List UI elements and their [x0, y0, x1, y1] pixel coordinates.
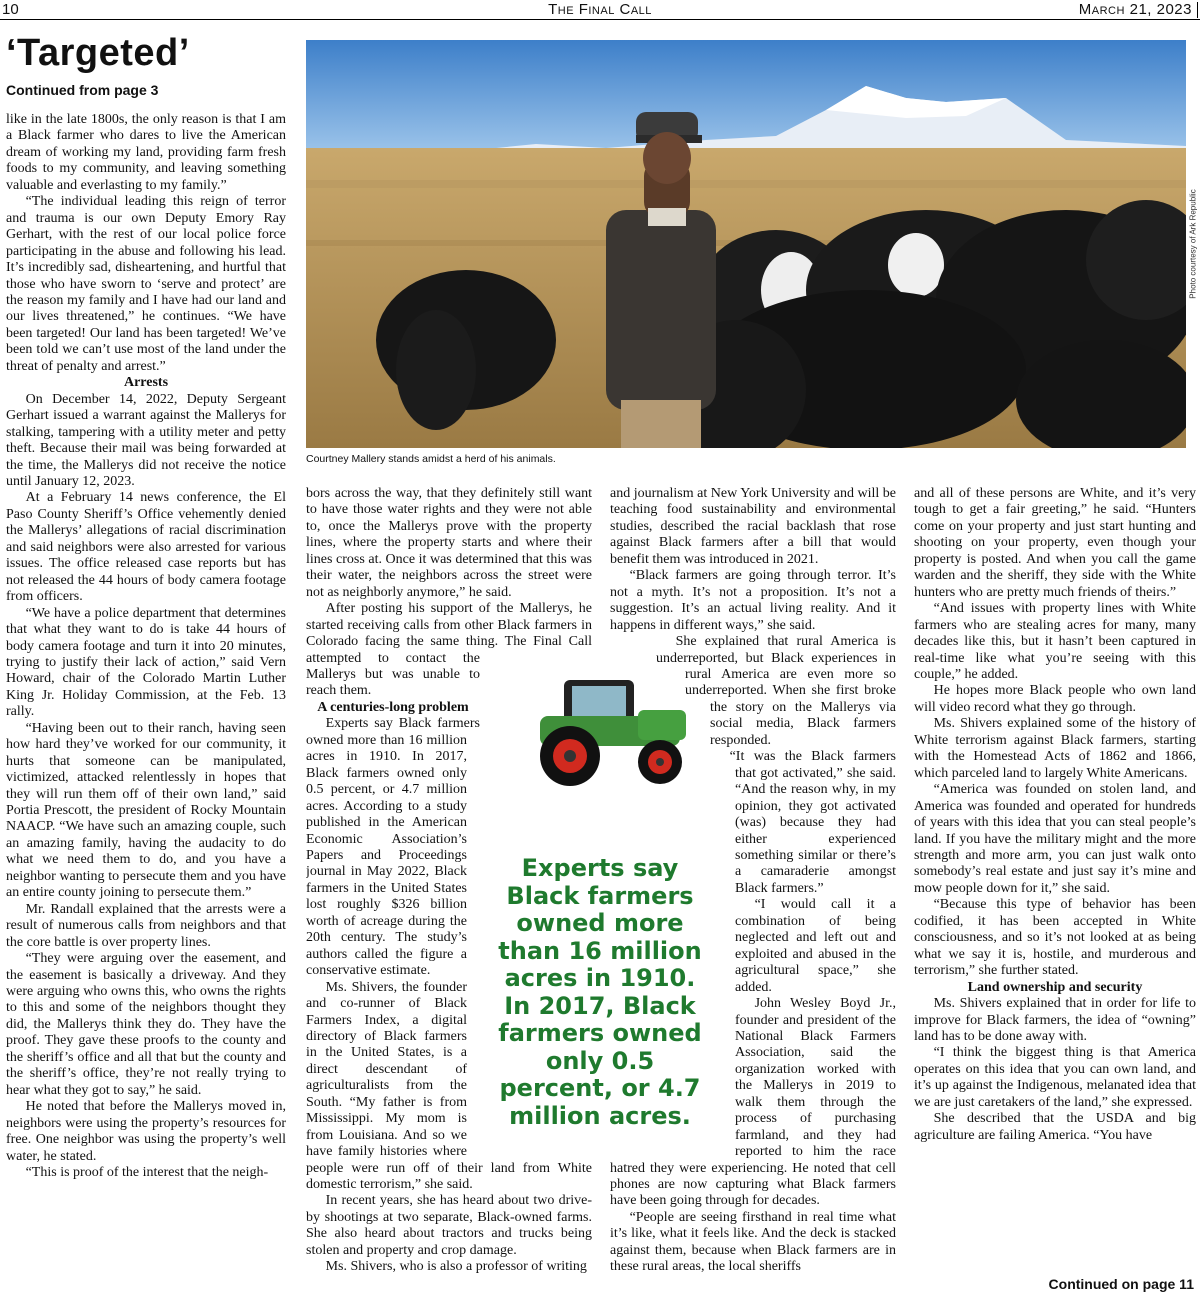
article-paragraph: Ms. Shivers, who is also a professor of writing — [325, 1259, 587, 1275]
article-paragraph: On December 14, 2022, Deputy Sergeant Gerhart issued a warrant against the Mallerys for stalking, tampering with a utility meter and petty theft. Because their mail was being forwarded at the time, the Mallerys did not receive the notice until January 12, 2023. — [6, 391, 286, 489]
article-paragraph: “People are seeing firsthand in real time what it’s like, what it feels like. And the deck is stacked against them, because when Black farmers are in these rural areas, the local sheriffs — [610, 1209, 896, 1275]
pull-quote: Experts say Black farmers owned more than 16 million acres in 1910. In 2017, Black farmers owned only 0.5 percent, or 4.7 million acres. — [498, 854, 702, 1130]
article-paragraph: “Black farmers are going through terror. It’s not a myth. It’s not a proposition. It’s not a suggestion. It’s an actual living reality. And it happens in different ways,” she said. — [610, 568, 896, 633]
article-paragraph: He hopes more Black people who own land will video record what they go through. — [914, 683, 1196, 715]
article-paragraph: “America was founded on stolen land, and America was founded and operated for hundreds of years with this idea that you can steal people’s land. If you have the military might and the more strength and more arm, you can just walk onto somebody’s real estate and just say it’s mine and mow people down for it,” she said. — [914, 782, 1196, 896]
article-column-4 — [914, 486, 1196, 1276]
publication-name: The Final Call — [548, 1, 652, 18]
article-paragraph: “I think the biggest thing is that America operates on this idea that you can own land, and it’s up against the Indigenous, melanated idea that we are just caretakers of the land,” she expressed. — [914, 1045, 1196, 1110]
article-paragraph: John Wesley Boyd Jr., founder and president of the National Black Farmers Association, said the organization worked with the Mallerys in 2019 to walk them through the process of purchasing farmland, and they had reported to him the race hatred they were experiencing. He noted that cell phones are now capturing what Black farmers have been going through for decades. — [610, 996, 896, 1209]
article-paragraph: She described that the USDA and big agriculture are failing America. “You have — [914, 1111, 1196, 1143]
article-headline: ‘Targeted’ — [6, 32, 190, 74]
article-column-1 — [6, 112, 286, 1288]
article-photo — [306, 40, 1186, 448]
article-paragraph: “It was the Black farmers that got activated,” she said. “And the reason why, in my opinion, they got activated (was) because they had either experienced something similar or there’s a camaraderie amongst Black farmers.” — [729, 749, 896, 896]
page-number: 10 — [2, 1, 19, 18]
article-paragraph: “Because this type of behavior has been codified, it has been accepted in White consciousness, and so it’s not looked at as being what we say it is, hostile, and murderous and terrorism,” she further stated. — [914, 897, 1196, 979]
tractor-image — [520, 670, 700, 790]
article-paragraph: “And issues with property lines with White farmers who are stealing acres for many, many decades like this, but it hasn’t been captured in real-time like what you’re seeing with this couple,” he added. — [914, 601, 1196, 682]
article-paragraph: After posting his support of the Mallerys, he started receiving calls from other Black farmers in Colorado facing the same thing. The Final Call attempted to contact the Mallerys but was unable to reach them. — [306, 601, 592, 699]
article-paragraph: At a February 14 news conference, the El Paso County Sheriff’s Office vehemently denied the Mallerys’ allegations of racial discrimination and said neighbors were also arrested for various issues. The office released case reports but has not released the 44 hours of body camera footage from officers. — [6, 490, 286, 605]
subheading: Arrests — [123, 375, 169, 391]
tractor-icon — [520, 670, 700, 790]
article-paragraph: “We have a police department that determines that what they want to do is take 44 hours of body camera footage and turn it into 20 minutes, trying to justify their lack of action,” said Vern Howard, chair of the Colorado Martin Luther King Jr. Holiday Commission, at the Feb. 13 rally. — [6, 605, 286, 720]
subheading: A centuries-long problem — [317, 699, 469, 715]
issue-date: March 21, 2023 — [1078, 1, 1192, 18]
photo-credit: Photo courtesy of Ark Republic — [1188, 189, 1198, 299]
article-paragraph: “I would call it a combination of being neglected and left out and exploited and abused in the agricultural space,” she added. — [735, 897, 896, 995]
photo-caption: Courtney Mallery stands amidst a herd of his animals. — [306, 453, 556, 465]
article-paragraph: Ms. Shivers, the founder and co-runner of Black Farmers Index, a digital directory of Black farmers in the United States, is a direct descendant of agriculturalists from the South. “My father is from Mississippi. My mom is from Louisiana. And so we have family histories where people were run off of their land from White domestic terrorism,” she said. — [306, 979, 592, 1193]
article-paragraph: and journalism at New York University and will be teaching food sustainability and environmental studies, described the racial backlash that rose against Black farmers after a bill that would benefit them was introduced in 2021. — [610, 486, 896, 567]
article-paragraph: She explained that rural America is underreported, but Black experiences in rural America are even more so underreported. When she first broke the story on the Mallerys via social media, Black farmers responded. — [656, 634, 896, 748]
article-paragraph: and all of these persons are White, and it’s very tough to get a fair greeting,” he said. “Hunters come on your property and just start hunting and shooting on your property, even though your property is posted. And when you call the game warden and the sheriff, they side with the White hunters who are pretty much friends of theirs.” — [914, 486, 1196, 600]
article-paragraph: “This is proof of the interest that the neigh- — [25, 1165, 269, 1180]
header-rule-tick — [1197, 2, 1199, 18]
article-paragraph: like in the late 1800s, the only reason is that I am a Black farmer who dares to live the American dream of working my land, providing farm fresh foods to my community, and leaving something valuable and everlasting to my family.” — [6, 112, 286, 193]
continued-on-label: Continued on page 11 — [1048, 1276, 1194, 1292]
article-paragraph: “They were arguing over the easement, and the easement is basically a driveway. And they were arguing who owns this, who owns the rights to this and some of the neighbors thought they did, the Mallerys think they do. They have the proof. They gave these proofs to the county and the sheriff’s office and all that but the county and the sheriff’s office, they’re not really trying to hear what they got to say,” he said. — [6, 951, 286, 1098]
article-paragraph: Ms. Shivers explained that in order for life to improve for Black farmers, the idea of “owning” land has to be done away with. — [914, 996, 1196, 1044]
article-paragraph: “Having been out to their ranch, having seen how hard they’ve worked for our community, it hurts that someone can be manipulated, victimized, attacked relentlessly in hopes that they will run them off of their own land,” said Portia Prescott, the president of Rocky Mountain NAACP. “We have such an amazing couple, such an amazing family, having the audacity to do what we need them to do, and you have a neighbor wanting to persecute them and you have an entire county joining to persecute them.” — [6, 720, 286, 901]
article-paragraph: He noted that before the Mallerys moved in, neighbors were using the property’s resources for free. One neighbor was using the property’s well water, he stated. — [6, 1099, 286, 1164]
farmer-with-cattle-image — [306, 40, 1186, 448]
article-paragraph: In recent years, she has heard about two drive-by shootings at two separate, Black-owned farms. She also heard about tractors and trucks being stolen and property and crop damage. — [306, 1193, 592, 1258]
continued-from-label: Continued from page 3 — [6, 82, 159, 98]
article-paragraph: Experts say Black farmers owned more than 16 million acres in 1910. In 2017, Black farmers owned only 0.5 percent, or 4.7 million acres. According to a study published in the American Economic Association’s Papers and Proceedings journal in May 2022, Black farmers in the United States lost roughly $326 billion worth of acreage during the 20th century. The study’s authors called the figure a conservative estimate. — [306, 716, 480, 979]
page-header — [0, 0, 1200, 20]
article-paragraph: Ms. Shivers explained some of the history of White terrorism against Black farmers, starting with the Homestead Acts of 1862 and 1866, which parceled land to largely White Americans. — [914, 716, 1196, 781]
article-paragraph: “The individual leading this reign of terror and trauma is our own Deputy Emory Ray Gerhart, with the rest of our local police force participating in the abuse and following his lead. It’s incredibly sad, disheartening, and hurtful that those who have sworn to ‘serve and protect’ are the reason my family and I have had our land and our lives threatened,” he continues. “We have been targeted! Our land has been targeted! We’ve been told we can’t use most of the land under the threat of penalty and arrest.” — [6, 194, 286, 374]
article-paragraph: bors across the way, that they definitely still want to have those water rights and they were not able to, once the Mallerys prove with the property lines, where the property starts and where their lines cross at. Once it was determined that this was their water, the neighbors across the street were not as neighborly anymore,” he said. — [306, 486, 592, 600]
article-paragraph: Mr. Randall explained that the arrests were a result of numerous calls from neighbors and that the core battle is over property lines. — [6, 901, 286, 950]
subheading: Land ownership and security — [967, 979, 1143, 995]
